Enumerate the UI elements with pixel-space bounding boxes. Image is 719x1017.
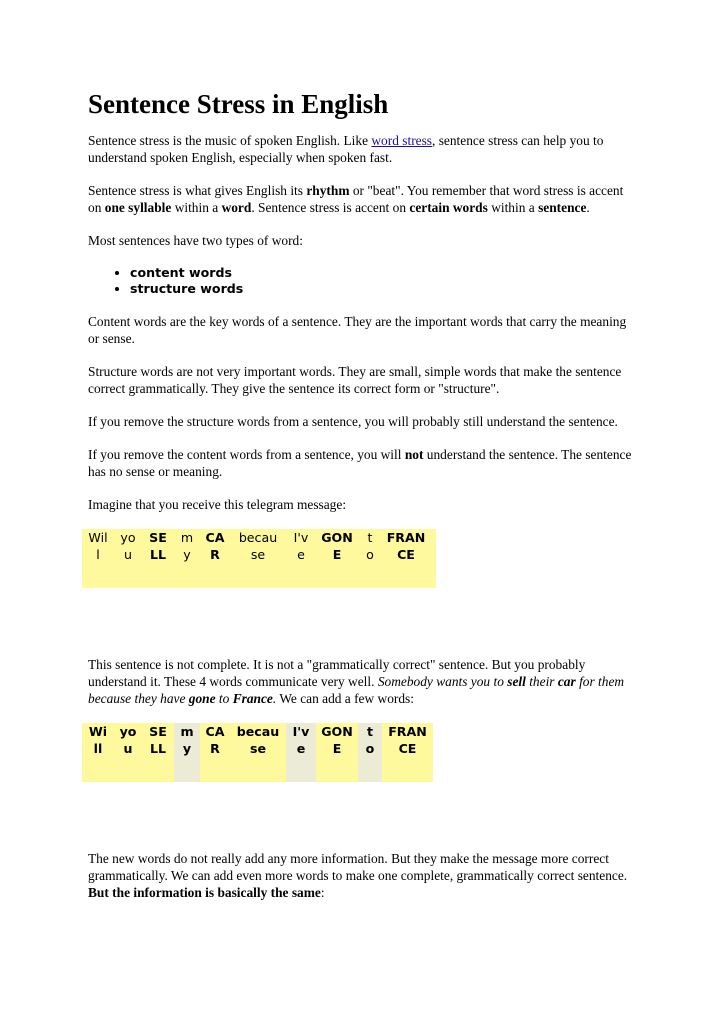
- text: Sentence stress is the music of spoken English. Like: [88, 133, 372, 148]
- telegram-cell: [174, 529, 200, 588]
- cell-line: E: [332, 741, 342, 756]
- text: to: [215, 691, 233, 706]
- telegram-cell: [382, 723, 433, 782]
- telegram-cell: [200, 529, 230, 588]
- paragraph-intro: [88, 132, 633, 166]
- telegram-cell: [82, 529, 114, 588]
- text: This sentence is not complete. It is not a "grammatically correct" sentence. But you probably understand it. These 4 words communicate very well.: [88, 657, 586, 689]
- word-types-list: [88, 265, 633, 297]
- cell-line: e: [296, 741, 306, 756]
- telegram-cell: [230, 529, 286, 588]
- cell-line: FRAN: [388, 724, 427, 739]
- cell-line: E: [332, 547, 342, 562]
- telegram-cell: [230, 723, 286, 782]
- text: Somebody wants you to: [377, 674, 508, 689]
- cell-line: Wil: [88, 530, 108, 545]
- cell-line: Wi: [88, 724, 108, 739]
- table-row: [82, 723, 433, 782]
- text: .: [272, 691, 277, 706]
- paragraph-remove-structure: If you remove the structure words from a sentence, you will probably still understand the sentence.: [88, 414, 618, 429]
- telegram-cell: [358, 529, 382, 588]
- text: The new words do not really add any more information. But they make the message more correct grammatically. We can add even more words to make one complete, grammatically correct sentence.: [88, 851, 628, 883]
- telegram-table-2: [82, 723, 433, 782]
- telegram-cell: [174, 723, 200, 782]
- bold-one-syllable: one syllable: [104, 200, 172, 215]
- paragraph-structure-words: Structure words are not very important words. They are small, simple words that make the sentence correct grammatically. They give the sentence its correct form or "structure".: [88, 364, 622, 396]
- cell-line: e: [297, 547, 305, 562]
- bold-gone: gone: [188, 691, 216, 706]
- paragraph-rhythm: [88, 182, 633, 216]
- text: their: [525, 674, 558, 689]
- text: If you remove the content words from a sentence, you will: [88, 447, 405, 462]
- paragraph-remove-content: [88, 446, 633, 480]
- telegram-cell: [114, 723, 142, 782]
- telegram-cell: [200, 723, 230, 782]
- cell-line: SE: [149, 530, 167, 545]
- bold-sentence: sentence: [538, 200, 587, 215]
- cell-line: R: [210, 741, 220, 756]
- cell-line: becau: [238, 530, 278, 545]
- cell-line: yo: [120, 530, 136, 545]
- bold-word: word: [221, 200, 252, 215]
- cell-line: R: [210, 547, 220, 562]
- cell-line: y: [182, 741, 192, 756]
- text: for them because they have: [88, 674, 625, 706]
- cell-line: se: [249, 741, 267, 756]
- bold-same: But the information is basically the same: [88, 885, 321, 900]
- bold-car: car: [557, 674, 576, 689]
- telegram-cell: [142, 723, 174, 782]
- cell-line: I'v: [293, 530, 309, 545]
- telegram-cell: [358, 723, 382, 782]
- cell-line: GON: [321, 530, 353, 545]
- cell-line: FRAN: [386, 530, 426, 545]
- paragraph-two-types: Most sentences have two types of word:: [88, 233, 303, 248]
- cell-line: t: [366, 724, 374, 739]
- text: Sentence stress is what gives English its: [88, 183, 307, 198]
- cell-line: CE: [397, 547, 415, 562]
- cell-padding: [430, 529, 436, 588]
- telegram-cell: [286, 529, 316, 588]
- text: . Sentence stress is accent on: [251, 200, 410, 215]
- cell-line: u: [123, 741, 133, 756]
- bold-france: France: [232, 691, 273, 706]
- cell-line: I'v: [292, 724, 310, 739]
- cell-line: LL: [149, 741, 167, 756]
- text: , sentence stress can help you to understand spoken English, especially when spoken fast.: [88, 133, 604, 165]
- cell-line: ll: [93, 741, 103, 756]
- cell-line: se: [250, 547, 266, 562]
- bold-sell: sell: [507, 674, 526, 689]
- cell-line: SE: [149, 724, 167, 739]
- paragraph-content-words: Content words are the key words of a sentence. They are the important words that carry the meaning or sense.: [88, 314, 627, 346]
- bold-rhythm: rhythm: [306, 183, 350, 198]
- text: or "beat". You remember that word stress is accent on: [88, 183, 624, 215]
- cell-line: m: [180, 724, 194, 739]
- word-stress-link[interactable]: word stress: [371, 133, 433, 148]
- text: We can add a few words:: [276, 691, 414, 706]
- text: within a: [171, 200, 222, 215]
- text: understand the sentence. The sentence has no sense or meaning.: [88, 447, 632, 479]
- text: .: [586, 200, 590, 215]
- text: :: [320, 885, 325, 900]
- cell-line: LL: [149, 547, 167, 562]
- paragraph-new-words: [88, 850, 633, 901]
- cell-line: GON: [321, 724, 353, 739]
- page-title: Sentence Stress in English: [88, 89, 389, 119]
- cell-line: u: [124, 547, 132, 562]
- cell-line: l: [96, 547, 100, 562]
- telegram-cell: [82, 723, 114, 782]
- cell-line: CE: [398, 741, 417, 756]
- list-item: • structure words: [130, 281, 633, 297]
- telegram-cell: [286, 723, 316, 782]
- cell-line: yo: [119, 724, 137, 739]
- telegram-table-1: [82, 529, 436, 588]
- bold-not: not: [404, 447, 424, 462]
- cell-line: m: [180, 530, 194, 545]
- telegram-cell: [142, 529, 174, 588]
- telegram-cell: [316, 529, 358, 588]
- cell-line: CA: [205, 530, 225, 545]
- text: within a: [487, 200, 539, 215]
- telegram-cell: [382, 529, 430, 588]
- paragraph-not-complete: [88, 656, 633, 707]
- bold-certain-words: certain words: [409, 200, 488, 215]
- telegram-cell: [114, 529, 142, 588]
- cell-line: becau: [236, 724, 280, 739]
- cell-line: CA: [205, 724, 225, 739]
- article: [88, 88, 633, 917]
- cell-line: o: [366, 547, 374, 562]
- cell-line: t: [367, 530, 373, 545]
- cell-line: o: [365, 741, 375, 756]
- cell-line: y: [183, 547, 191, 562]
- table-row: [82, 529, 436, 588]
- telegram-cell: [316, 723, 358, 782]
- list-item: • content words: [130, 265, 633, 281]
- paragraph-telegram-intro: Imagine that you receive this telegram message:: [88, 497, 347, 512]
